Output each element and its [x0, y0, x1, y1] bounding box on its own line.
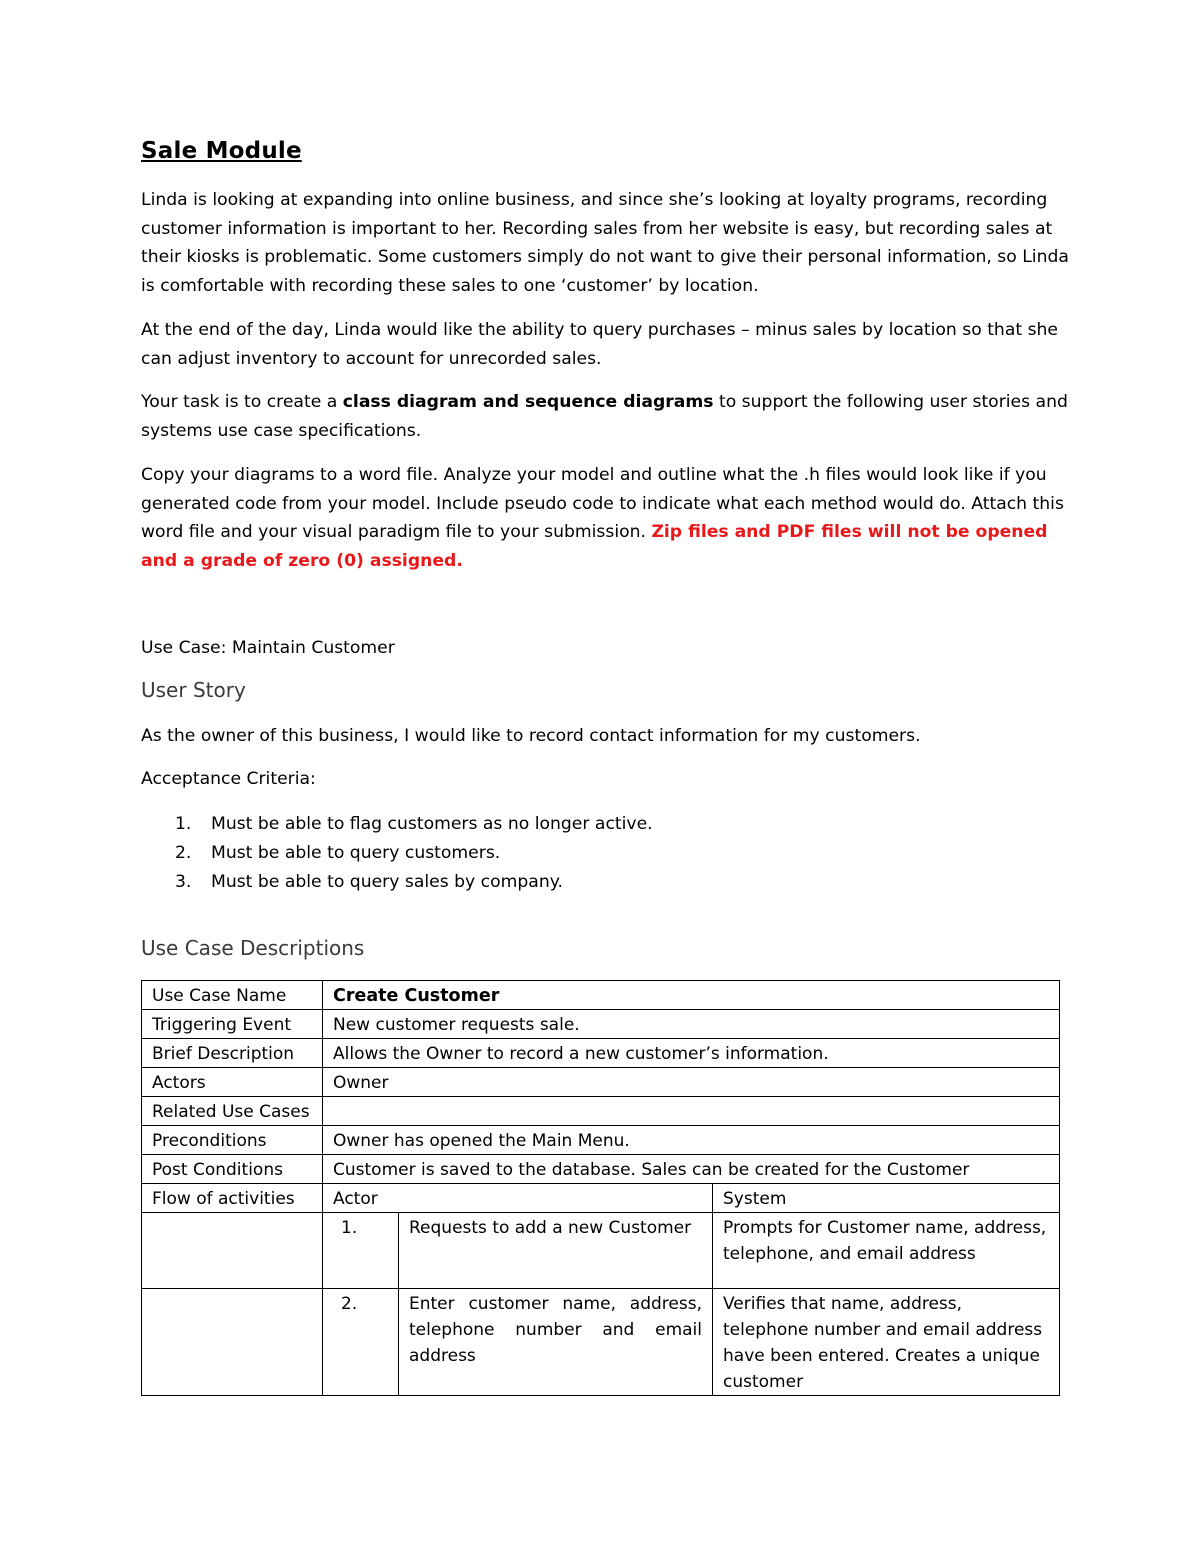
table-row	[142, 981, 1060, 1010]
step-system: Prompts for Customer name, address, telephone, and email address	[713, 1213, 1060, 1289]
empty-cell	[142, 1213, 323, 1289]
system-header: System	[713, 1184, 1060, 1213]
p4-warning: Zip files and PDF files will not be opened and a grade of zero (0) assigned.	[141, 522, 1048, 571]
row-label: Related Use Cases	[142, 1097, 323, 1126]
use-case-descriptions-heading: Use Case Descriptions	[141, 936, 365, 960]
actors: Owner	[323, 1068, 1060, 1097]
preconditions: Owner has opened the Main Menu.	[323, 1126, 1060, 1155]
table-row	[142, 1097, 1060, 1126]
step-actor: Enter customer name, address, telephone number and email address	[399, 1289, 713, 1396]
intro-paragraph-1: Linda is looking at expanding into online business, and since she’s looking at loyalty programs, recording customer information is important to her. Recording sales from her website is easy, but recording sales at their kiosks is problematic. Some customers simply do not want to give their personal information, so Linda is comfortable with recording these sales to one ‘customer’ by location.	[141, 190, 1069, 296]
table-row	[142, 1126, 1060, 1155]
table-row	[142, 1155, 1060, 1184]
empty-cell	[142, 1289, 323, 1396]
row-label: Use Case Name	[142, 981, 323, 1010]
use-case-label: Use Case: Maintain Customer	[141, 638, 395, 658]
acceptance-label: Acceptance Criteria:	[141, 769, 316, 789]
related-use-cases	[323, 1097, 1060, 1126]
table-row	[142, 1184, 1060, 1213]
triggering-event: New customer requests sale.	[323, 1010, 1060, 1039]
brief-description: Allows the Owner to record a new customer’s information.	[323, 1039, 1060, 1068]
table-row	[142, 1213, 1060, 1289]
step-number: 2.	[323, 1289, 399, 1396]
user-story-text: As the owner of this business, I would like to record contact information for my customers.	[141, 726, 921, 746]
actor-header: Actor	[323, 1184, 713, 1213]
row-label: Flow of activities	[142, 1184, 323, 1213]
intro-paragraph-4	[141, 461, 1071, 575]
row-label: Preconditions	[142, 1126, 323, 1155]
table-row	[142, 1289, 1060, 1396]
list-item: 1. Must be able to flag customers as no longer active.	[175, 814, 653, 834]
p4-text: Copy your diagrams to a word file. Analyze your model and outline what the .h files would look like if you generated code from your model. Include pseudo code to indicate what each method would do. Attach this word file and your visual paradigm file to your submission.	[141, 465, 1064, 542]
row-label: Post Conditions	[142, 1155, 323, 1184]
row-label: Triggering Event	[142, 1010, 323, 1039]
list-item: 2. Must be able to query customers.	[175, 843, 501, 863]
use-case-name: Create Customer	[323, 981, 1060, 1010]
p3-bold: class diagram and sequence diagrams	[342, 392, 714, 412]
row-label: Actors	[142, 1068, 323, 1097]
post-conditions: Customer is saved to the database. Sales can be created for the Customer	[323, 1155, 1060, 1184]
row-label: Brief Description	[142, 1039, 323, 1068]
use-case-table	[141, 980, 1060, 1396]
step-system: Verifies that name, address, telephone number and email address have been entered. Creates a unique customer	[713, 1289, 1060, 1396]
table-row	[142, 1068, 1060, 1097]
step-actor: Requests to add a new Customer	[399, 1213, 713, 1289]
list-item: 3. Must be able to query sales by company.	[175, 872, 563, 892]
step-number: 1.	[323, 1213, 399, 1289]
user-story-heading: User Story	[141, 678, 246, 702]
intro-paragraph-2: At the end of the day, Linda would like the ability to query purchases – minus sales by location so that she can adjust inventory to account for unrecorded sales.	[141, 320, 1058, 369]
p3-pre: Your task is to create a	[141, 392, 343, 412]
p3-post: to support the following user stories and systems use case specifications.	[141, 392, 1068, 441]
table-row	[142, 1010, 1060, 1039]
acceptance-criteria-list	[141, 810, 653, 897]
page-title: Sale Module	[141, 138, 302, 164]
table-row	[142, 1039, 1060, 1068]
intro-paragraph-3	[141, 388, 1071, 445]
